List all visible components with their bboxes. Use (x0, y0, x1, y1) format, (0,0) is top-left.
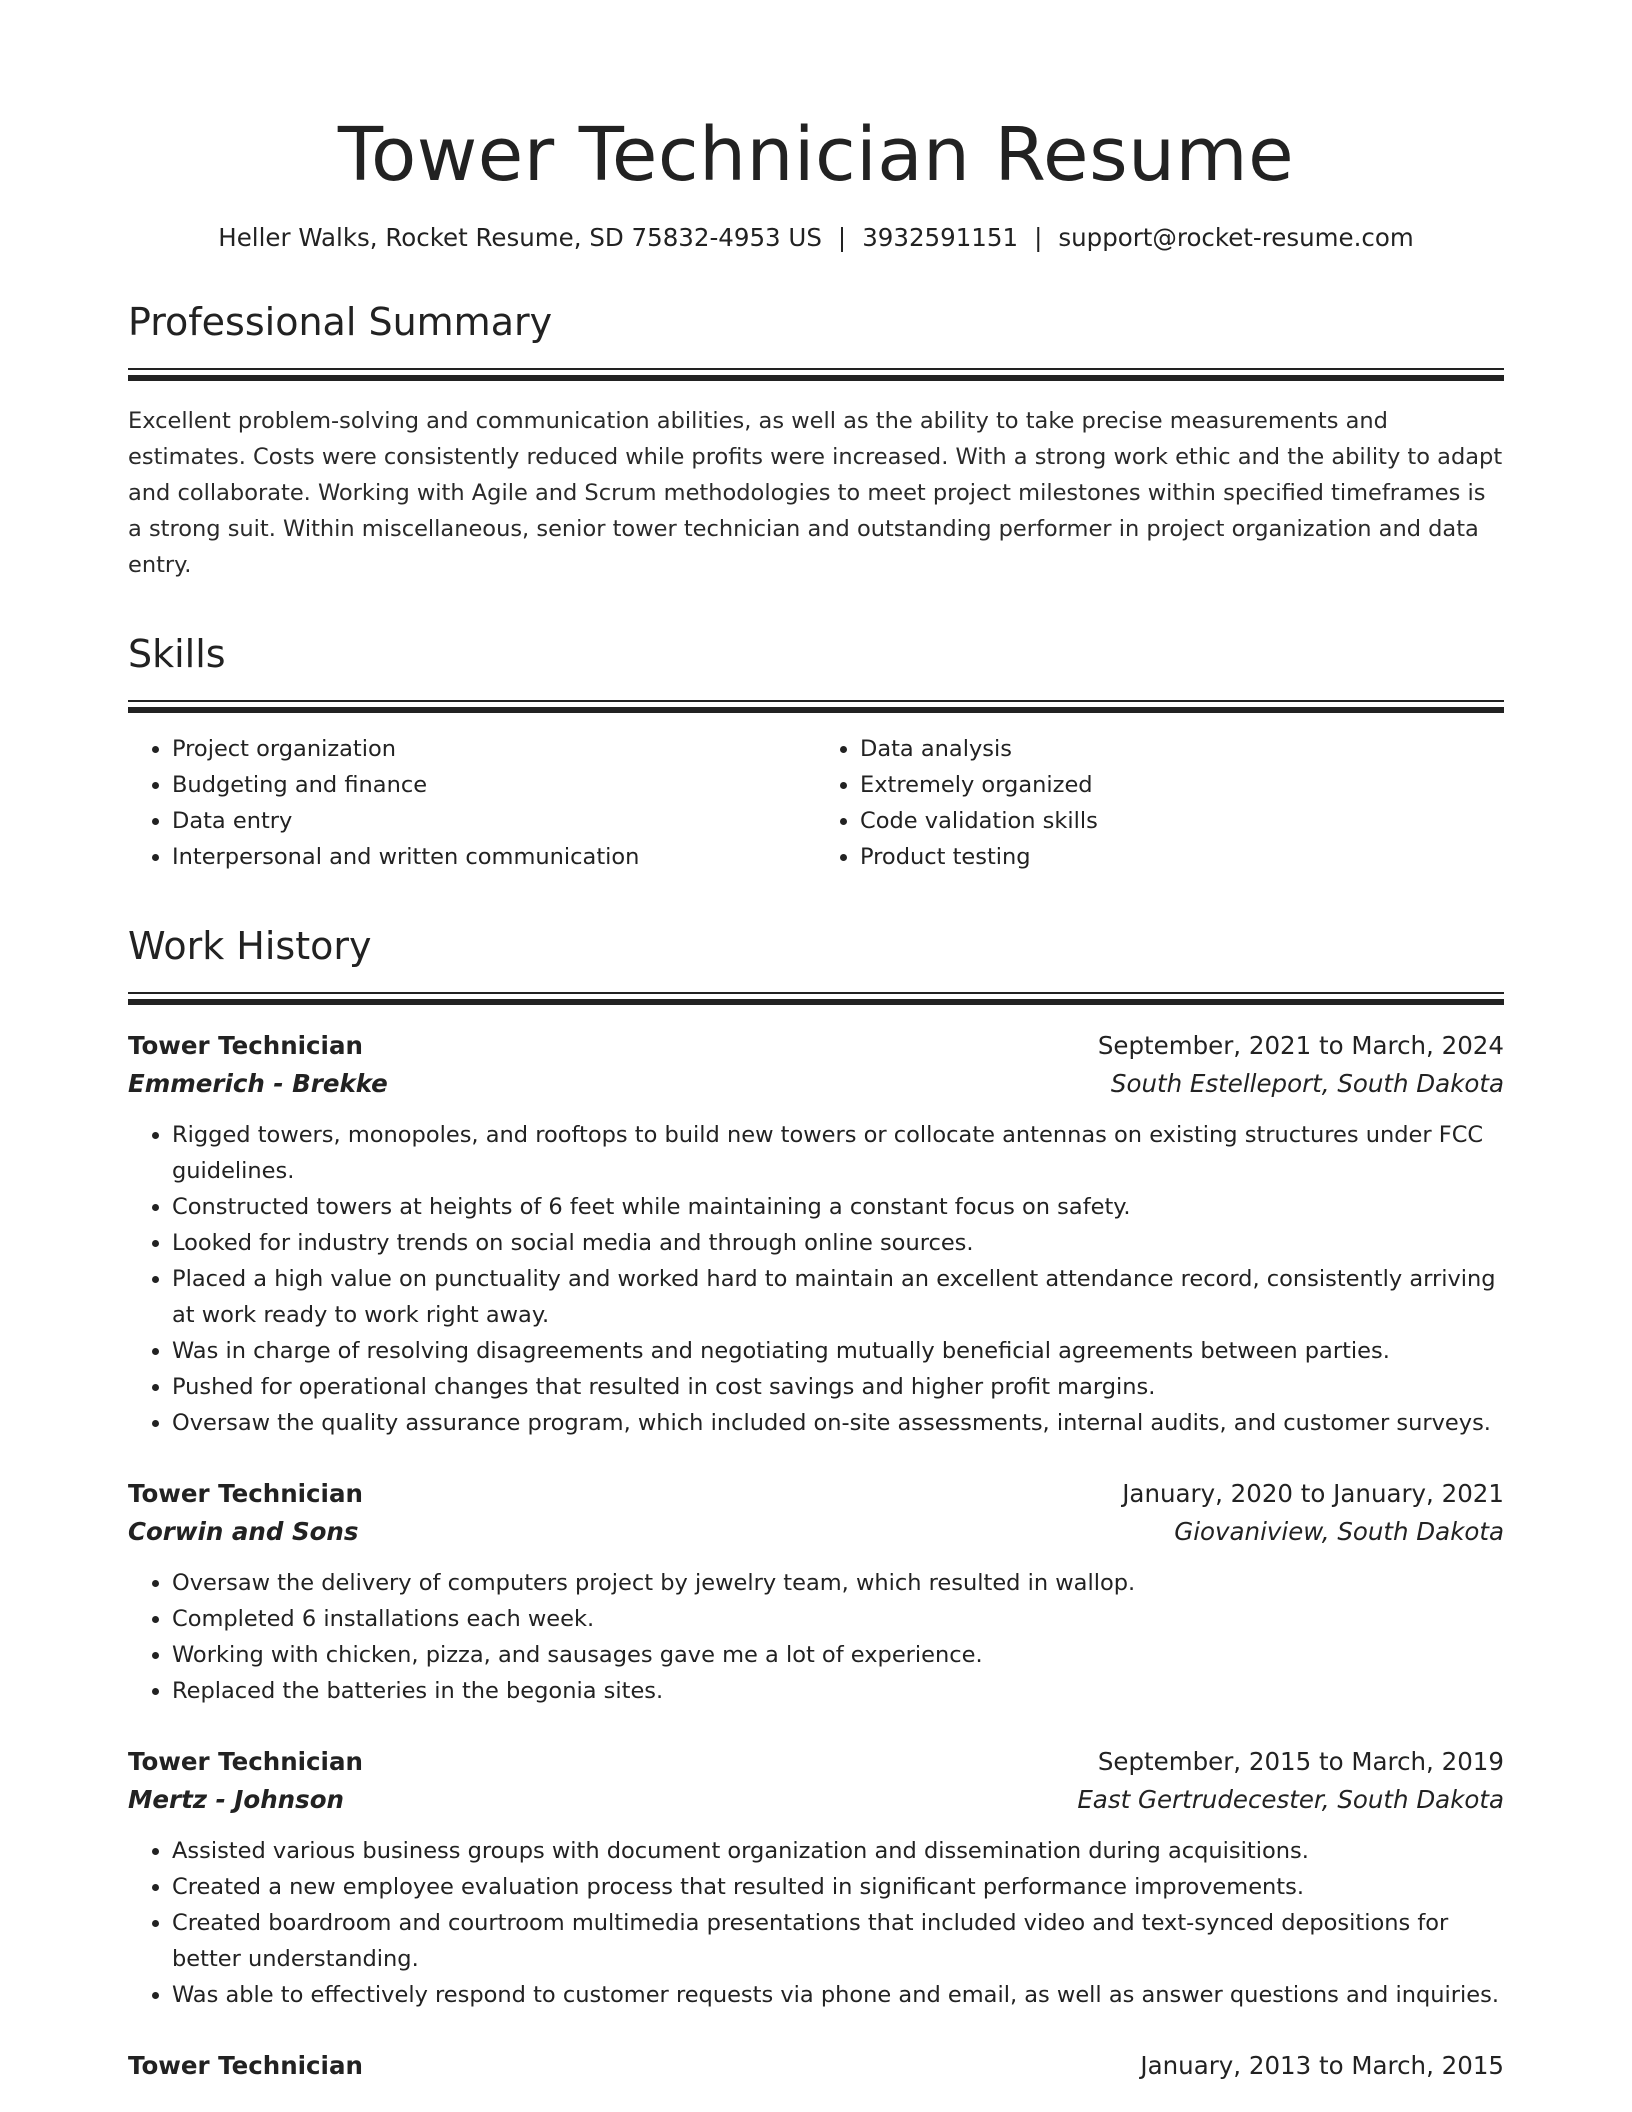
contact-separator: | (1034, 223, 1043, 252)
job-bullets (128, 1565, 1504, 1709)
skill-item: • Extremely organized (860, 767, 1504, 803)
job-company: Mertz - Johnson (128, 1784, 344, 1814)
skills-section (128, 631, 1504, 875)
job-entry (128, 2047, 1504, 2085)
job-company: Corwin and Sons (128, 1516, 359, 1546)
job-entry (128, 1743, 1504, 2013)
section-divider (128, 992, 1504, 994)
skill-item: • Data analysis (860, 731, 1504, 767)
job-location: Giovaniview, South Dakota (1174, 1516, 1504, 1546)
job-entry (128, 1027, 1504, 1441)
work-history-heading: Work History (128, 923, 372, 968)
summary-text: Excellent problem-solving and communication abilities, as well as the ability to take precise measurements and estimates. Costs were consistently reduced while profits were increased. With a strong work ethic and the ability to adapt and collaborate. Working with Agile and Scrum methodologies to meet project milestones within specified timeframes is a strong suit. Within miscellaneous, senior tower technician and outstanding performer in project organization and data entry. (128, 407, 1503, 578)
skill-item: • Interpersonal and written communication (172, 839, 816, 875)
skill-item: • Budgeting and finance (172, 767, 816, 803)
skills-columns (128, 731, 1504, 875)
summary-heading: Professional Summary (128, 299, 553, 344)
job-bullets (128, 1117, 1504, 1441)
skill-item: • Project organization (172, 731, 816, 767)
job-dates: September, 2021 to March, 2024 (1097, 1030, 1504, 1060)
skills-heading: Skills (128, 631, 226, 676)
section-divider (128, 707, 1504, 713)
job-bullet: • Was able to effectively respond to customer requests via phone and email, as well as answer questions and inquiries. (172, 1977, 1504, 2013)
job-bullet: • Pushed for operational changes that resulted in cost savings and higher profit margins. (172, 1369, 1504, 1405)
skill-item: • Data entry (172, 803, 816, 839)
job-title: Tower Technician (128, 1030, 363, 1060)
job-bullet: • Created boardroom and courtroom multimedia presentations that included video and text-synced depositions for better understanding. (172, 1905, 1504, 1977)
job-bullet: • Constructed towers at heights of 6 feet while maintaining a constant focus on safety. (172, 1189, 1504, 1225)
job-bullet: • Working with chicken, pizza, and sausages gave me a lot of experience. (172, 1637, 1504, 1673)
job-bullet: • Replaced the batteries in the begonia sites. (172, 1673, 1504, 1709)
job-bullet: • Placed a high value on punctuality and worked hard to maintain an excellent attendance record, consistently arriving at work ready to work right away. (172, 1261, 1504, 1333)
resume-page (128, 0, 1504, 2085)
job-dates: September, 2015 to March, 2019 (1097, 1746, 1504, 1776)
contact-line (128, 223, 1504, 252)
work-history-section (128, 923, 1504, 2085)
job-dates: January, 2013 to March, 2015 (1140, 2050, 1504, 2080)
job-entry (128, 1475, 1504, 1709)
skill-item: • Code validation skills (860, 803, 1504, 839)
job-bullet: • Created a new employee evaluation process that resulted in significant performance improvements. (172, 1869, 1504, 1905)
job-location: South Estelleport, South Dakota (1110, 1068, 1504, 1098)
contact-address: Heller Walks, Rocket Resume, SD 75832-4953 US (218, 223, 822, 252)
skills-list-right (816, 731, 1504, 875)
section-divider (128, 999, 1504, 1005)
job-bullet: • Oversaw the quality assurance program, which included on-site assessments, internal audits, and customer surveys. (172, 1405, 1504, 1441)
job-company: Emmerich - Brekke (128, 1068, 388, 1098)
contact-separator: | (837, 223, 847, 252)
job-bullet: • Was in charge of resolving disagreements and negotiating mutually beneficial agreements between parties. (172, 1333, 1504, 1369)
summary-section (128, 299, 1504, 583)
skill-item: • Product testing (860, 839, 1504, 875)
section-divider (128, 375, 1504, 381)
job-bullet: • Looked for industry trends on social media and through online sources. (172, 1225, 1504, 1261)
job-bullet: • Assisted various business groups with document organization and dissemination during acquisitions. (172, 1833, 1504, 1869)
job-bullets (128, 1833, 1504, 2013)
job-title: Tower Technician (128, 2050, 363, 2080)
job-title: Tower Technician (128, 1478, 363, 1508)
section-divider (128, 700, 1504, 702)
skills-list-left (128, 731, 816, 875)
job-title: Tower Technician (128, 1746, 363, 1776)
job-bullet: • Rigged towers, monopoles, and rooftops to build new towers or collocate antennas on existing structures under FCC guidelines. (172, 1117, 1504, 1189)
job-location: East Gertrudecester, South Dakota (1077, 1784, 1504, 1814)
job-dates: January, 2020 to January, 2021 (1122, 1478, 1504, 1508)
contact-phone: 3932591151 (862, 223, 1019, 252)
job-bullet: • Completed 6 installations each week. (172, 1601, 1504, 1637)
contact-email: support@rocket-resume.com (1058, 223, 1414, 252)
section-divider (128, 368, 1504, 370)
job-bullet: • Oversaw the delivery of computers project by jewelry team, which resulted in wallop. (172, 1565, 1504, 1601)
page-title: Tower Technician Resume (337, 112, 1295, 198)
